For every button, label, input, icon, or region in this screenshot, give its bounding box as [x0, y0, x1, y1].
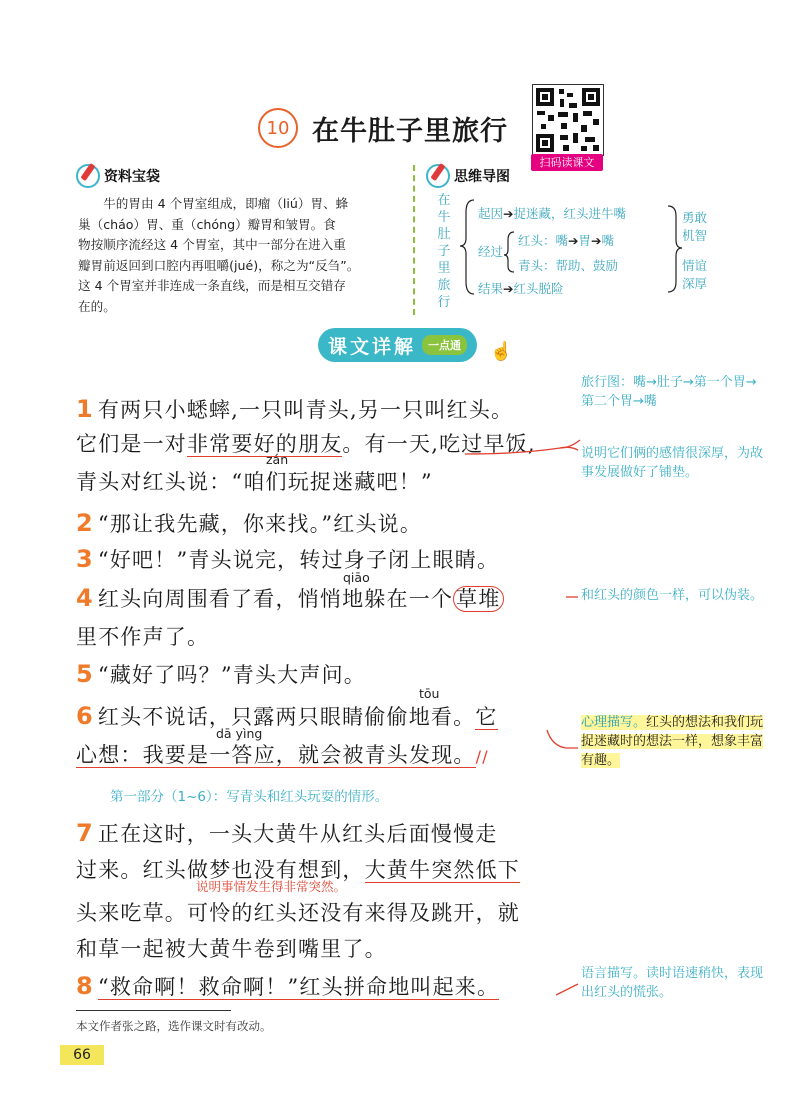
underlined-phrase: 红头拼命地叫起来。 [299, 975, 500, 999]
mindmap-jieguo-label: 结果 [478, 281, 504, 296]
banner-title: 课文详解 [328, 335, 417, 358]
mindmap-title-char: 里 [437, 261, 451, 276]
pinyin-annotation: tōu [419, 686, 440, 701]
mindmap-heading-label: 思维导图 [454, 169, 510, 185]
mindmap-jingguo-label: 经过 [478, 244, 504, 259]
underlined-phrase: “救命啊！救命啊！” [97, 975, 300, 999]
ziliao-line: 巢（cháo）胃、重（chóng）瓣胃和皱胃。食 [78, 216, 336, 232]
paragraph-number: 5 [76, 660, 94, 688]
paragraph-7-line-4: 和草一起被大黄牛卷到嘴里了。 [76, 937, 387, 961]
mindmap-jieguo: 结果➔红头脱险 [478, 281, 564, 296]
text-span: 正在这时，一头大黄牛从红头后面慢慢走 [97, 822, 498, 846]
mindmap-hongtou: 红头：嘴➔胃➔嘴 [518, 233, 615, 248]
footnote-rule [76, 1010, 231, 1011]
mindmap-jieguo-text: 红头脱险 [513, 281, 564, 296]
mindmap-right-word: 情谊 [682, 258, 708, 273]
paragraph-number: 1 [76, 395, 94, 423]
part-summary: 第一部分（1~6）：写青头和红头玩耍的情形。 [110, 789, 389, 805]
mindmap-right-word: 深厚 [682, 276, 708, 291]
text-span: 它们是一对 [76, 432, 187, 456]
underlined-phrase: 它 [475, 705, 498, 729]
pointing-hand-icon: ☝ [490, 341, 513, 362]
ziliao-heading-label: 资料宝袋 [104, 169, 160, 185]
mindmap-qiyin: 起因➔捉迷藏，红头进牛嘴 [478, 206, 627, 221]
ziliao-line: 在的。 [78, 298, 116, 314]
underlined-phrase: 心想：我要是一答应，就会被青头发现。 [76, 743, 476, 767]
paragraph-number: 6 [76, 702, 94, 730]
text-span: 红头向周围看了看，悄悄地躲在一个 [97, 587, 454, 611]
page-title: 在牛肚子里旅行 [312, 115, 508, 147]
text-span: 。有一天,吃过早饭, [342, 432, 536, 456]
ziliao-line: 牛的胃由 4 个胃室组成，即瘤（liú）胃、蜂 [103, 196, 349, 211]
inline-annotation: 说明事情发生得非常突然。 [196, 879, 347, 894]
ziliao-line: 这 4 个胃室并非连成一条直线，而是相互交错存 [78, 278, 346, 293]
lesson-number: 10 [258, 108, 298, 148]
ziliao-line: 瓣胃前返回到口腔内再咀嚼(jué)，称之为“反刍”。 [78, 257, 360, 273]
paragraph-number: 8 [76, 972, 94, 1000]
footnote: 本文作者张之路，选作课文时有改动。 [76, 1019, 272, 1033]
paragraph-number: 3 [76, 545, 94, 573]
mindmap-qingtou: 青头：帮助、鼓励 [518, 258, 619, 273]
section-break-mark: // [475, 747, 489, 766]
paragraph-number: 7 [76, 819, 94, 847]
mindmap-hongtou-label: 红头： [518, 233, 556, 248]
margin-note-camouflage: 和红头的颜色一样，可以伪装。 [581, 588, 764, 603]
pinyin-annotation: dā yìng [216, 726, 263, 741]
mindmap-title-char: 子 [437, 244, 451, 259]
mindmap-title-char: 行 [437, 295, 451, 310]
mindmap-path-item: 胃 [578, 233, 592, 248]
pinyin-annotation: zán [266, 452, 289, 467]
mindmap-title-char: 肚 [437, 227, 451, 242]
highlight-text: 心理描写。 [581, 715, 647, 730]
margin-note-friendship: 说明它们俩的感情很深厚，为故事发展做好了铺垫。 [581, 446, 764, 480]
paragraph-number: 2 [76, 509, 94, 537]
underlined-phrase: 非常要好的朋友 [187, 432, 343, 456]
qr-scan-label[interactable]: 扫码读课文 [531, 154, 603, 171]
margin-note-travel-map: 旅行图：嘴→肚子→第一个胃→第二个胃→嘴 [581, 375, 757, 409]
text-span: 有两只小蟋蟀,一只叫青头,另一只叫红头。 [97, 398, 514, 422]
mindmap-right-word: 机智 [682, 228, 708, 243]
text-span: “那让我先藏，你来找。”红头说。 [97, 512, 423, 536]
ziliao-line: 物按顺序流经这 4 个胃室，其中一部分在进入重 [78, 237, 346, 252]
mindmap-path-item: 嘴 [555, 233, 569, 248]
paragraph-number: 4 [76, 584, 94, 612]
paragraph-7-line-3: 头来吃草。可怜的红头还没有来得及跳开，就 [76, 901, 520, 925]
text-span: 红头不说话，只露两只眼睛偷偷地看。 [97, 705, 476, 729]
mindmap-title-char: 旅 [437, 278, 451, 293]
mindmap-title-char: 牛 [437, 210, 451, 225]
pinyin-annotation: qiāo [343, 570, 370, 585]
mindmap-path-item: 嘴 [601, 233, 615, 248]
mindmap-qiyin-text: 捉迷藏，红头进牛嘴 [513, 206, 627, 221]
mindmap-title-char: 在 [437, 193, 451, 208]
banner-subtitle: 一点通 [422, 335, 467, 355]
underlined-phrase: 大黄牛突然低下 [364, 858, 521, 882]
paragraph-1-line-3: 青头对红头说：“咱们玩捉迷藏吧！” [76, 470, 433, 494]
page-number: 66 [60, 1045, 104, 1065]
text-span: 过来。红头做梦也没有想到， [76, 858, 365, 882]
margin-note-language: 语言描写。读时语速稍快，表现出红头的慌张。 [581, 966, 764, 1000]
note-text: 红头的想法和我们玩捉迷藏时的想法一样，想象丰富有趣。 [581, 715, 764, 768]
text-span: “好吧！”青头说完，转过身子闭上眼睛。 [97, 548, 500, 572]
circled-word: 草堆 [453, 586, 503, 612]
text-span: “藏好了吗？”青头大声问。 [97, 663, 366, 687]
paragraph-4-line-2: 里不作声了。 [76, 625, 210, 649]
mindmap-qiyin-label: 起因 [478, 206, 504, 221]
mindmap-right-word: 勇敢 [682, 210, 708, 225]
